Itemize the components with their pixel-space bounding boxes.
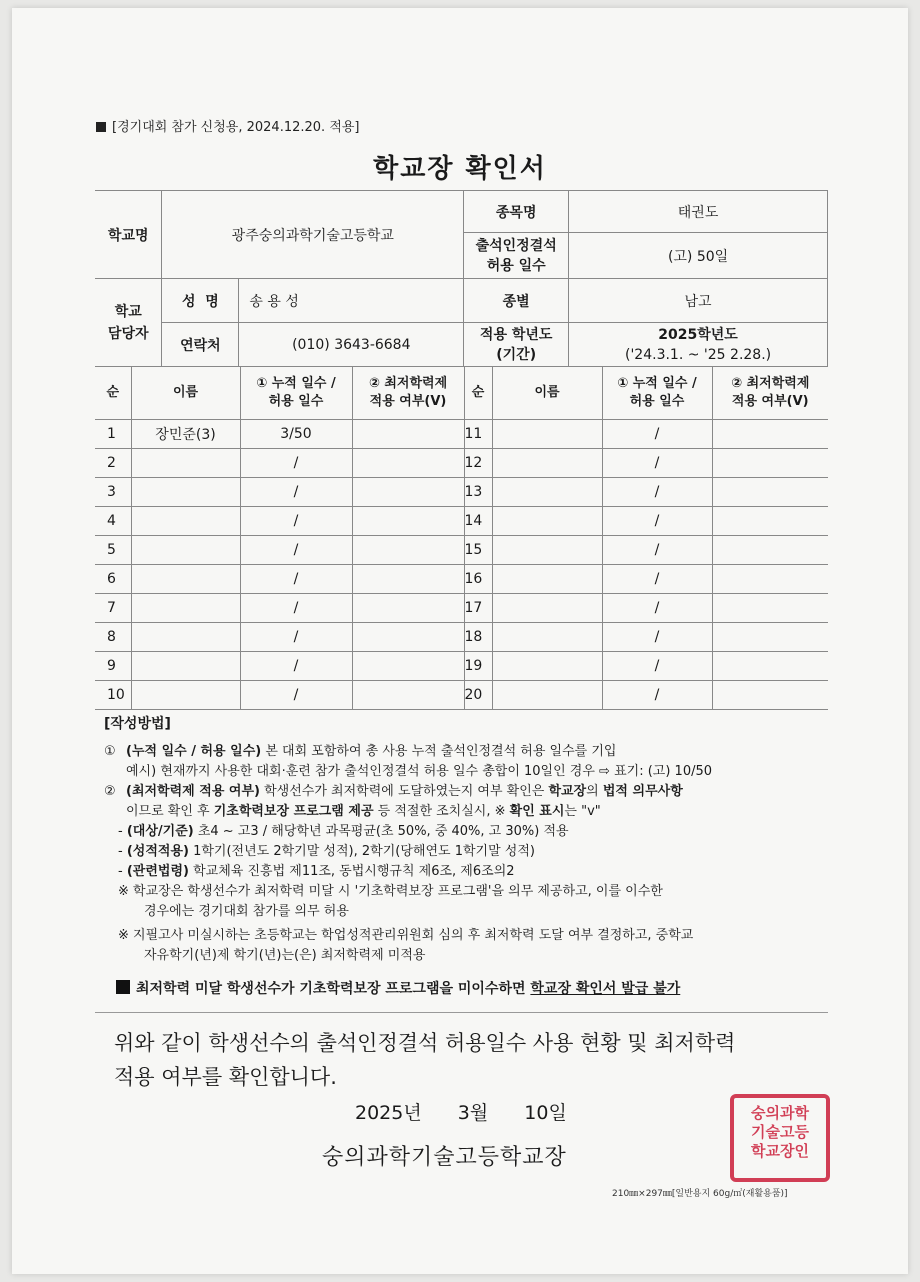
row-name xyxy=(131,565,240,594)
header-days-line2: 허용 일수 xyxy=(268,394,324,409)
row-no: 3 xyxy=(95,478,131,507)
row-days: / xyxy=(240,536,352,565)
header-note-text: [경기대회 참가 신청용, 2024.12.20. 적용] xyxy=(112,120,360,135)
row-no: 20 xyxy=(464,681,492,710)
days-label xyxy=(464,233,569,279)
row-days: / xyxy=(240,652,352,681)
writing-method xyxy=(104,714,834,966)
header-basic-line2: 적용 여부(V) xyxy=(369,394,447,409)
table-row xyxy=(95,681,828,710)
header-basic-left xyxy=(352,367,464,420)
row-basic xyxy=(712,652,828,681)
black-square-icon xyxy=(96,122,106,132)
table-row xyxy=(95,536,828,565)
row-basic xyxy=(352,623,464,652)
row-no: 12 xyxy=(464,449,492,478)
name-value: 송 용 성 xyxy=(239,279,464,323)
method-note-2-line2: 자유학기(년)제 학기(년)는(은) 최저학력제 미적용 xyxy=(144,948,426,963)
row-no: 19 xyxy=(464,652,492,681)
notice-line xyxy=(116,978,680,998)
type-value: 남고 xyxy=(569,279,828,323)
header-days-left xyxy=(240,367,352,420)
row-no: 9 xyxy=(95,652,131,681)
method-sub-3: - (관련법령) 학교체육 진흥법 제11조, 동법시행규칙 제6조, 제6조의2 xyxy=(118,864,515,879)
row-no: 10 xyxy=(95,681,131,710)
row-basic xyxy=(352,565,464,594)
header-basic-line2: 적용 여부(V) xyxy=(731,394,809,409)
item1-text: 본 대회 포함하여 총 사용 누적 출석인정결석 허용 일수를 기입 xyxy=(261,744,617,759)
row-name xyxy=(492,507,602,536)
method-item-2 xyxy=(104,782,834,802)
header-no-left: 순 xyxy=(95,367,131,420)
row-name xyxy=(492,652,602,681)
row-name xyxy=(131,594,240,623)
row-name xyxy=(131,478,240,507)
school-seal-stamp xyxy=(730,1094,830,1182)
row-basic xyxy=(712,449,828,478)
method-item-1 xyxy=(104,742,834,762)
table-row xyxy=(95,478,828,507)
item2-line2-b: 기초학력보장 프로그램 제공 xyxy=(213,804,374,819)
row-days: / xyxy=(602,478,712,507)
row-no: 5 xyxy=(95,536,131,565)
year-label-line1: 적용 학년도 xyxy=(479,326,553,343)
row-name xyxy=(131,449,240,478)
row-basic xyxy=(712,536,828,565)
row-days: / xyxy=(602,681,712,710)
staff-label-line1: 학교 xyxy=(114,303,142,320)
row-name xyxy=(492,623,602,652)
year-value xyxy=(569,323,828,367)
row-name xyxy=(131,536,240,565)
paper-size-footer: 210㎜×297㎜[일반용지 60g/㎡(재활용품)] xyxy=(612,1189,788,1199)
row-name xyxy=(131,681,240,710)
row-days: / xyxy=(602,623,712,652)
days-label-line1: 출석인정결석 xyxy=(475,237,557,254)
item1-mark: ① xyxy=(104,744,116,759)
row-no: 13 xyxy=(464,478,492,507)
method-note-2: ※ 지필고사 미실시하는 초등학교는 학업성적관리위원회 심의 후 최저학력 도달 여부 결정하고, 중학교 xyxy=(118,928,694,943)
row-no: 4 xyxy=(95,507,131,536)
row-basic xyxy=(352,449,464,478)
header-basic-line1: ② 최저학력제 xyxy=(731,376,810,391)
row-basic xyxy=(352,681,464,710)
row-name xyxy=(492,536,602,565)
method-item-1-example: 예시) 현재까지 사용한 대회·훈련 참가 출석인정결석 허용 일수 총합이 10일인 경우 ⇨ 표기: (고) 10/50 xyxy=(126,764,713,779)
attendance-grid xyxy=(95,366,828,710)
row-basic xyxy=(712,681,828,710)
row-days: 3/50 xyxy=(240,420,352,449)
confirm-line2: 적용 여부를 확인합니다. xyxy=(114,1065,337,1089)
school-signature: 숭의과학기술고등학교장 xyxy=(322,1145,567,1170)
staff-label xyxy=(95,279,162,367)
days-label-line2: 허용 일수 xyxy=(486,257,546,274)
seal-text: 숭의과학 기술고등 학교장인 xyxy=(751,1104,809,1160)
item1-bold: (누적 일수 / 허용 일수) xyxy=(126,744,262,759)
row-basic xyxy=(712,420,828,449)
notice-underlined: 학교장 확인서 발급 불가 xyxy=(530,981,681,997)
table-row xyxy=(95,565,828,594)
row-days: / xyxy=(602,652,712,681)
grid-header-row xyxy=(95,367,828,420)
table-row xyxy=(95,420,828,449)
item2-line2-c: 등 적절한 조치실시, ※ xyxy=(373,804,510,819)
row-days: / xyxy=(602,536,712,565)
row-name xyxy=(131,507,240,536)
row-no: 1 xyxy=(95,420,131,449)
row-basic xyxy=(352,652,464,681)
item2-text2: 의 xyxy=(586,784,603,799)
row-days: / xyxy=(240,623,352,652)
contact-value: (010) 3643-6684 xyxy=(239,323,464,367)
row-no: 2 xyxy=(95,449,131,478)
year-value-line2: ('24.3.1. ~ '25 2.28.) xyxy=(625,346,772,363)
row-basic xyxy=(352,536,464,565)
sub1-bold: (대상/기준) xyxy=(126,824,194,839)
notice-box-icon xyxy=(116,980,130,994)
table-row xyxy=(95,623,828,652)
method-note-1: ※ 학교장은 학생선수가 최저학력 미달 시 '기초학력보장 프로그램'을 의무 제공하고, 이를 이수한 xyxy=(118,884,663,899)
year-label-line2: (기간) xyxy=(496,346,537,363)
notice-text: 최저학력 미달 학생선수가 기초학력보장 프로그램을 미이수하면 xyxy=(136,981,531,997)
header-no-right: 순 xyxy=(464,367,492,420)
row-name xyxy=(492,420,602,449)
row-basic xyxy=(712,594,828,623)
row-no: 8 xyxy=(95,623,131,652)
row-basic xyxy=(352,507,464,536)
header-days-line1: ① 누적 일수 / xyxy=(617,376,697,391)
sub2-bold: (성적적용) xyxy=(126,844,189,859)
row-name xyxy=(492,478,602,507)
sport-label: 종목명 xyxy=(464,191,569,233)
days-value: (고) 50일 xyxy=(569,233,828,279)
row-basic xyxy=(712,478,828,507)
row-days: / xyxy=(602,565,712,594)
table-row xyxy=(95,594,828,623)
row-no: 11 xyxy=(464,420,492,449)
row-no: 6 xyxy=(95,565,131,594)
header-days-line1: ① 누적 일수 / xyxy=(256,376,336,391)
header-basic-line1: ② 최저학력제 xyxy=(368,376,448,391)
row-days: / xyxy=(240,594,352,623)
row-basic xyxy=(712,565,828,594)
header-days-right xyxy=(602,367,712,420)
header-name-right: 이름 xyxy=(492,367,602,420)
row-name xyxy=(492,681,602,710)
staff-label-line2: 담당자 xyxy=(107,325,149,342)
table-row xyxy=(95,652,828,681)
sub1-text: 초4 ~ 고3 / 해당학년 과목평균(초 50%, 중 40%, 고 30%) 적용 xyxy=(193,824,569,839)
method-sub-1: - (대상/기준) 초4 ~ 고3 / 해당학년 과목평균(초 50%, 중 40%, 고 30%) 적용 xyxy=(118,824,569,839)
row-days: / xyxy=(240,507,352,536)
header-basic-right xyxy=(712,367,828,420)
year-label xyxy=(464,323,569,367)
info-table xyxy=(95,190,828,367)
row-basic xyxy=(352,478,464,507)
school-value: 광주숭의과학기술고등학교 xyxy=(162,191,464,279)
method-note-1-line2: 경우에는 경기대회 참가를 의무 허용 xyxy=(144,904,349,919)
method-title: [작성방법] xyxy=(104,716,171,732)
row-days: / xyxy=(602,594,712,623)
row-days: / xyxy=(602,507,712,536)
item2-bold3: 법적 의무사항 xyxy=(602,784,683,799)
sub3-bold: (관련법령) xyxy=(126,864,189,879)
contact-label: 연락처 xyxy=(162,323,239,367)
item2-line2-a: 이므로 확인 후 xyxy=(126,804,214,819)
row-basic xyxy=(352,420,464,449)
confirm-line1: 위와 같이 학생선수의 출석인정결석 허용일수 사용 현황 및 최저학력 xyxy=(114,1031,736,1055)
row-basic xyxy=(712,507,828,536)
row-days: / xyxy=(240,478,352,507)
row-name xyxy=(131,652,240,681)
school-label: 학교명 xyxy=(95,191,162,279)
confirm-statement xyxy=(114,1026,814,1094)
sport-value: 태권도 xyxy=(569,191,828,233)
divider xyxy=(95,1012,828,1013)
name-label: 성 명 xyxy=(162,279,239,323)
item2-mark: ② xyxy=(104,784,116,799)
method-item-2-line2 xyxy=(104,802,834,822)
table-row xyxy=(95,507,828,536)
row-basic xyxy=(712,623,828,652)
header-note xyxy=(96,116,360,135)
sub2-text: 1학기(전년도 2학기말 성적), 2학기(당해연도 1학기말 성적) xyxy=(188,844,535,859)
row-name xyxy=(492,449,602,478)
item2-line2-d: 확인 표시 xyxy=(509,804,565,819)
method-sub-2: - (성적적용) 1학기(전년도 2학기말 성적), 2학기(당해연도 1학기말 성적) xyxy=(118,844,535,859)
document-title: 학교장 확인서 xyxy=(373,154,547,184)
row-name xyxy=(492,565,602,594)
row-no: 18 xyxy=(464,623,492,652)
row-name xyxy=(131,623,240,652)
item2-text: 학생선수가 최저학력에 도달하였는지 여부 확인은 xyxy=(259,784,549,799)
row-name xyxy=(492,594,602,623)
row-no: 17 xyxy=(464,594,492,623)
row-days: / xyxy=(240,449,352,478)
row-no: 16 xyxy=(464,565,492,594)
year-value-line1: 2025학년도 xyxy=(658,326,738,343)
row-basic xyxy=(352,594,464,623)
row-days: / xyxy=(240,681,352,710)
type-label: 종별 xyxy=(464,279,569,323)
table-row xyxy=(95,449,828,478)
row-days: / xyxy=(240,565,352,594)
item2-bold2: 학교장 xyxy=(548,784,587,799)
sub3-text: 학교체육 진흥법 제11조, 동법시행규칙 제6조, 제6조의2 xyxy=(188,864,515,879)
row-name: 장민준(3) xyxy=(131,420,240,449)
item2-bold: (최저학력제 적용 여부) xyxy=(126,784,260,799)
row-no: 14 xyxy=(464,507,492,536)
issue-date: 2025년 3월 10일 xyxy=(355,1102,567,1124)
row-no: 15 xyxy=(464,536,492,565)
item2-line2-e: 는 "v" xyxy=(564,804,601,819)
header-name-left: 이름 xyxy=(131,367,240,420)
row-no: 7 xyxy=(95,594,131,623)
header-days-line2: 허용 일수 xyxy=(629,394,685,409)
row-days: / xyxy=(602,449,712,478)
row-days: / xyxy=(602,420,712,449)
